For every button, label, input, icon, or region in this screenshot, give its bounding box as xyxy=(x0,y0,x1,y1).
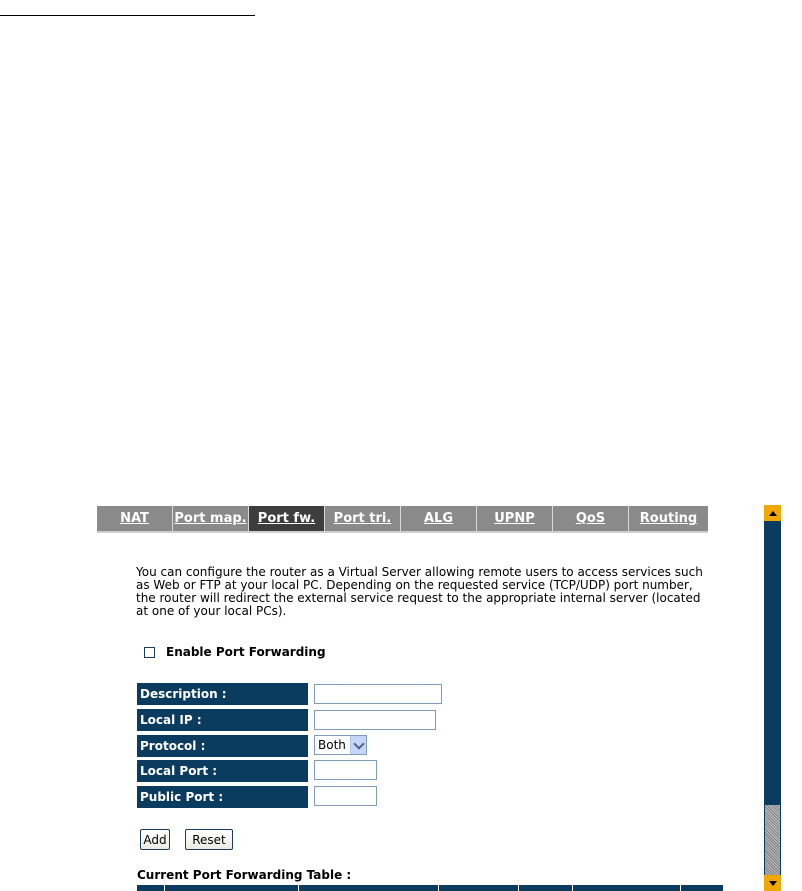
local-port-label: Local Port : xyxy=(137,760,308,782)
protocol-label: Protocol : xyxy=(137,735,308,757)
table-header-cell xyxy=(519,885,573,891)
dropdown-button[interactable] xyxy=(350,736,366,754)
description-label: Description : xyxy=(137,683,308,705)
chevron-down-icon xyxy=(353,738,364,749)
local-port-input[interactable] xyxy=(314,760,377,780)
intro-text xyxy=(136,566,726,618)
tab-port-tri[interactable]: Port tri. xyxy=(325,506,401,531)
enable-port-forwarding-checkbox[interactable] xyxy=(144,647,155,658)
tab-port-fw[interactable]: Port fw. xyxy=(249,506,325,531)
protocol-select[interactable] xyxy=(314,735,367,755)
tab-alg[interactable]: ALG xyxy=(401,506,477,531)
table-header-cell xyxy=(439,885,519,891)
table-header-cell xyxy=(573,885,681,891)
intro-line: as Web or FTP at your local PC. Depending on the requested service (TCP/UDP) port number, xyxy=(136,578,693,592)
tab-bar xyxy=(97,506,708,533)
intro-line: the router will redirect the external service request to the appropriate internal server (located xyxy=(136,591,701,605)
add-button[interactable]: Add xyxy=(140,829,170,850)
local-ip-input[interactable] xyxy=(314,710,436,730)
scroll-down-button[interactable] xyxy=(764,875,781,891)
protocol-selected-value: Both xyxy=(318,738,346,752)
enable-port-forwarding-row xyxy=(144,645,326,659)
table-header xyxy=(137,885,723,891)
tab-port-map[interactable]: Port map. xyxy=(173,506,249,531)
arrow-up-icon xyxy=(769,511,777,516)
description-input[interactable] xyxy=(314,684,442,704)
tab-routing[interactable]: Routing xyxy=(639,511,698,526)
intro-line: You can configure the router as a Virtual Server allowing remote users to access services such xyxy=(136,565,703,579)
table-header-cell xyxy=(137,885,165,891)
scroll-up-button[interactable] xyxy=(764,505,781,521)
intro-line: at one of your local PCs). xyxy=(136,604,287,618)
table-title: Current Port Forwarding Table : xyxy=(137,868,352,882)
table-header-cell xyxy=(299,885,439,891)
tab-upnp[interactable]: UPNP xyxy=(477,506,553,531)
local-ip-label: Local IP : xyxy=(137,709,308,731)
tab-nat[interactable]: NAT xyxy=(97,506,173,531)
table-header-cell xyxy=(681,885,723,891)
top-rule xyxy=(0,15,255,16)
enable-port-forwarding-label: Enable Port Forwarding xyxy=(166,645,326,659)
table-header-cell xyxy=(165,885,299,891)
scroll-thumb[interactable] xyxy=(765,805,780,875)
tab-qos[interactable]: QoS xyxy=(553,506,629,531)
vertical-scrollbar[interactable] xyxy=(764,505,781,891)
reset-button[interactable]: Reset xyxy=(185,829,233,850)
arrow-down-icon xyxy=(769,881,777,886)
public-port-label: Public Port : xyxy=(137,786,308,808)
public-port-input[interactable] xyxy=(314,786,377,806)
